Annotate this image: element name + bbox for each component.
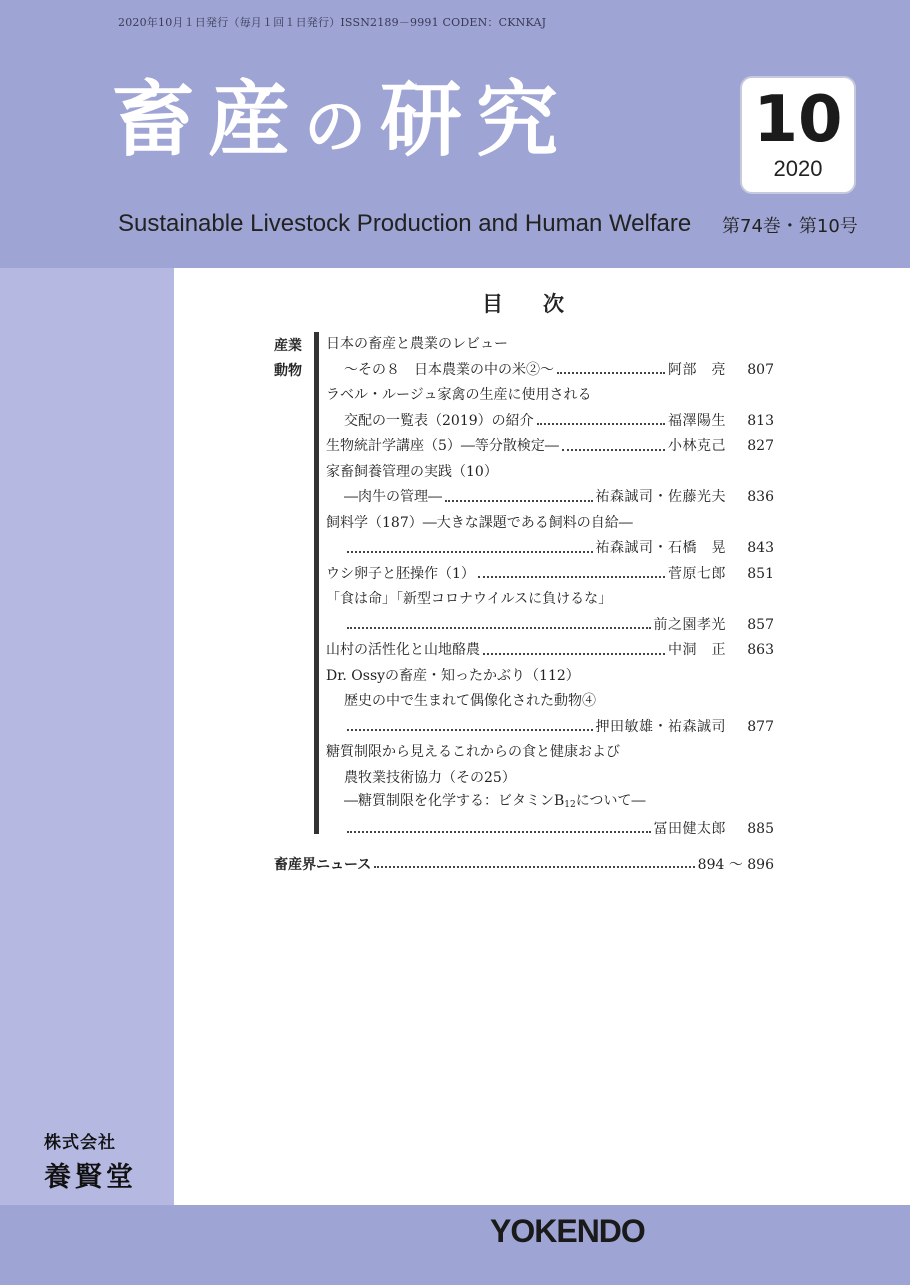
news-pages: 894 〜 896	[697, 857, 774, 873]
issue-box	[740, 76, 856, 194]
toc-author: 冨田健太郎	[653, 820, 726, 837]
toc-author: 菅原七郎	[668, 565, 726, 582]
toc-row	[326, 460, 774, 486]
toc-row	[326, 664, 774, 690]
toc-title	[344, 485, 442, 511]
toc-author: 前之園孝光	[653, 616, 726, 633]
section-label	[274, 334, 312, 384]
toc-row	[326, 791, 774, 817]
toc-page-number: 877	[747, 718, 774, 735]
toc-row[interactable]	[326, 613, 774, 639]
toc-title	[326, 383, 591, 409]
toc-page-number: 807	[747, 361, 774, 378]
journal-subtitle: Sustainable Livestock Production and Human Welfare	[118, 210, 692, 237]
toc-author: 小林克己	[668, 438, 726, 454]
toc-row[interactable]	[326, 562, 774, 588]
toc-page-number: 836	[747, 489, 774, 505]
toc-row[interactable]	[326, 358, 774, 384]
section-label-line-2: 動物	[274, 363, 302, 379]
toc-title	[344, 409, 534, 435]
toc-title	[326, 332, 508, 358]
toc-row[interactable]	[326, 817, 774, 843]
toc-author: 祐森誠司・石橋 晃	[595, 540, 726, 556]
publisher-logo: YOKENDO	[490, 1213, 645, 1249]
toc-row	[326, 689, 774, 715]
cover-footer	[0, 1205, 910, 1285]
toc-author: 押田敏雄・祐森誠司	[595, 718, 726, 735]
toc-title-text: 「食は命」「新型コロナウイルスに負けるな」	[326, 591, 613, 607]
toc-row[interactable]	[326, 434, 774, 460]
toc-row[interactable]	[326, 536, 774, 562]
toc-author: 福澤陽生	[668, 412, 726, 429]
toc-page-number: 813	[747, 412, 774, 429]
subscript: 12	[564, 800, 576, 810]
leader-dots	[537, 423, 665, 425]
toc-page-number: 885	[747, 820, 774, 837]
leader-dots	[478, 576, 665, 578]
toc-title-text: ウシ卵子と胚操作（1）	[326, 565, 475, 582]
section-label-line-1: 産業	[274, 338, 302, 354]
left-sidebar-band	[0, 268, 174, 1205]
news-entry[interactable]	[274, 852, 774, 876]
publisher-type: 株式会社	[44, 1133, 116, 1153]
toc-title-text: 日本の畜産と農業のレビュー	[326, 336, 508, 352]
leader-dots	[374, 866, 694, 868]
title-part-3: 研究	[380, 73, 573, 168]
toc-row[interactable]	[326, 715, 774, 741]
section-bar	[314, 332, 319, 834]
toc-title-text-after: について―	[575, 793, 646, 809]
news-label: 畜産界ニュース	[274, 857, 372, 873]
toc-title	[344, 791, 645, 817]
toc-title-text: 交配の一覧表（2019）の紹介	[344, 412, 534, 429]
toc-author: 中洞 正	[668, 642, 726, 658]
toc-title-text: Dr. Ossyの畜産・知ったかぶり（112）	[326, 667, 580, 684]
toc-title	[326, 587, 612, 613]
issue-number: 10	[753, 83, 843, 157]
leader-dots	[347, 831, 651, 833]
issue-year: 2020	[773, 156, 823, 181]
leader-dots	[557, 372, 665, 374]
toc-title-text: ―糖質制限を化学する：ビタミンB	[344, 793, 565, 809]
toc-row	[326, 383, 774, 409]
toc-row	[326, 587, 774, 613]
publisher-name: 養賢堂	[44, 1162, 137, 1193]
toc-title-text: 〜その８ 日本農業の中の米②〜	[344, 361, 554, 378]
publication-info: 2020年10月１日発行（毎月１回１日発行）ISSN2189－9991 CODEN：CKNKAJ	[118, 16, 547, 29]
leader-dots	[562, 449, 665, 451]
toc-page-number: 851	[747, 565, 774, 582]
toc-page-number: 863	[747, 642, 774, 658]
title-part-2: の	[304, 90, 381, 163]
toc-heading: 目次	[482, 291, 604, 316]
leader-dots	[347, 729, 593, 731]
toc-title	[344, 689, 596, 715]
publisher	[44, 1128, 137, 1194]
toc-page-number: 857	[747, 616, 774, 633]
toc-title	[344, 358, 554, 384]
title-part-1: 畜産	[112, 73, 305, 168]
toc-title	[344, 766, 516, 792]
toc-row	[326, 740, 774, 766]
toc-title-text: 歴史の中で生まれて偶像化された動物④	[344, 693, 596, 709]
table-of-contents	[326, 332, 774, 842]
toc-page-number: 843	[747, 540, 774, 556]
toc-title-text: 山村の活性化と山地酪農	[326, 642, 480, 658]
toc-row	[326, 332, 774, 358]
leader-dots	[347, 627, 651, 629]
toc-title-text: 家畜飼養管理の実践（10）	[326, 463, 498, 480]
toc-title-text: 生物統計学講座（5）―等分散検定―	[326, 438, 559, 454]
toc-author: 阿部 亮	[668, 361, 726, 378]
toc-row	[326, 766, 774, 792]
cover-header	[0, 0, 910, 268]
toc-title-text: ラベル・ルージュ家禽の生産に使用される	[326, 387, 592, 403]
toc-title	[326, 638, 480, 664]
leader-dots	[347, 551, 593, 553]
toc-title-text: ―肉牛の管理―	[344, 489, 442, 505]
leader-dots	[483, 653, 665, 655]
toc-page-number: 827	[747, 438, 774, 454]
toc-title	[326, 562, 475, 588]
toc-author: 祐森誠司・佐藤光夫	[595, 489, 726, 505]
toc-title	[326, 434, 559, 460]
toc-title-text: 飼料学（187）―大きな課題である飼料の自給―	[326, 514, 633, 531]
toc-row[interactable]	[326, 638, 774, 664]
toc-row	[326, 511, 774, 537]
toc-row[interactable]	[326, 409, 774, 435]
volume-number: 第74巻・第10号	[722, 216, 858, 237]
toc-title-text: 糖質制限から見えるこれからの食と健康および	[326, 744, 620, 760]
toc-title-text: 農牧業技術協力（その25）	[344, 769, 516, 786]
toc-title	[326, 511, 633, 537]
toc-title	[326, 740, 620, 766]
journal-title	[112, 73, 573, 168]
toc-title	[326, 460, 498, 486]
toc-title	[326, 664, 580, 690]
leader-dots	[445, 500, 593, 502]
toc-row[interactable]	[326, 485, 774, 511]
